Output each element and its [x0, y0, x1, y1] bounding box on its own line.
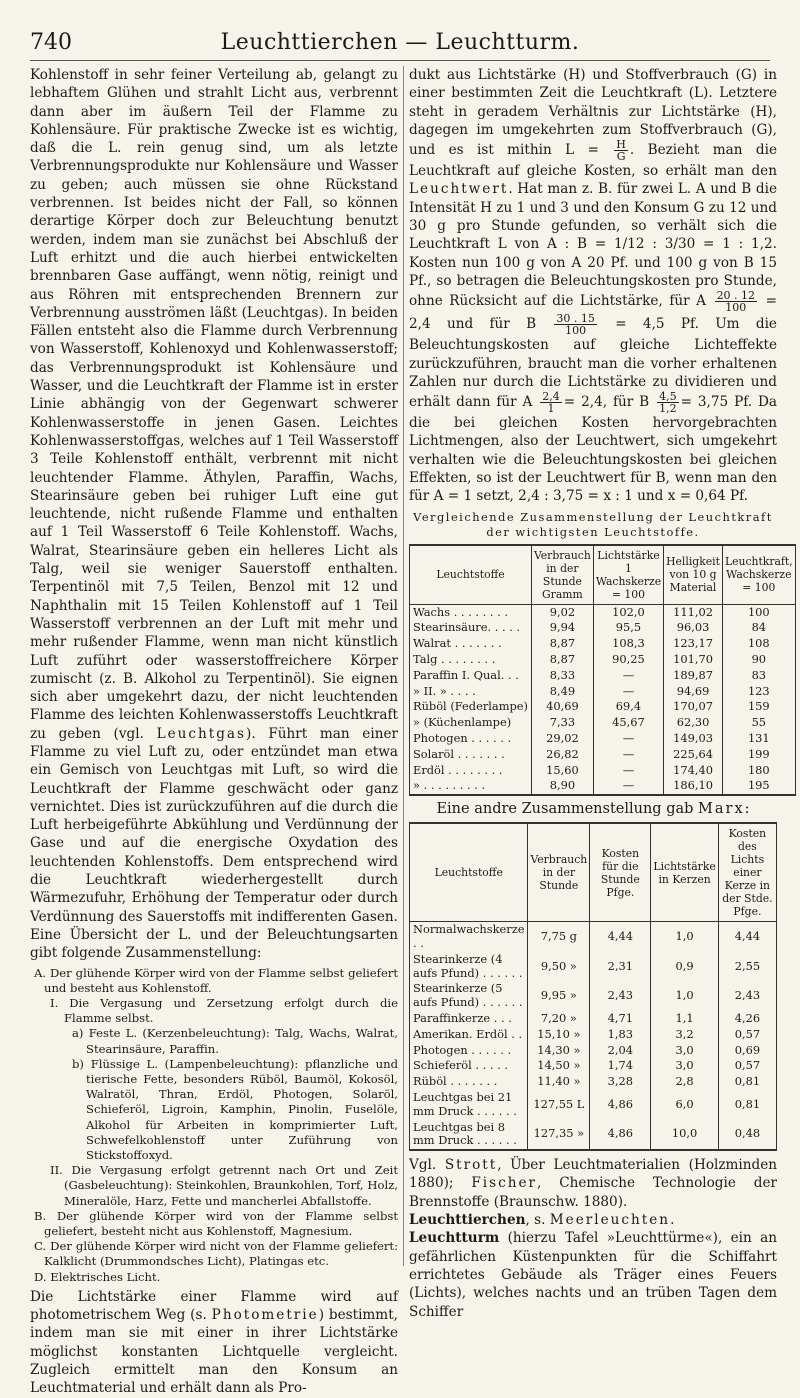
table-cell-label: » II. » . . . .	[410, 684, 532, 700]
fraction-numerator: 30 . 15	[556, 312, 595, 326]
table-cell-value: 2,31	[590, 952, 651, 982]
table-cell-value: 9,95 »	[528, 981, 590, 1011]
literature-reference	[409, 1156, 777, 1211]
fraction-denominator: G	[616, 150, 626, 164]
table-cell-value: 8,33	[531, 668, 593, 684]
column-divider	[403, 66, 404, 1266]
column-header: Verbrauch in der Stunde	[528, 823, 590, 922]
table-cell-value: 9,50 »	[528, 952, 590, 982]
fraction-numerator: H	[616, 138, 626, 152]
table-cell-value: 127,55 L	[528, 1090, 590, 1120]
table-cell-value: 8,49	[531, 684, 593, 700]
page-number: 740	[30, 30, 72, 55]
table-cell-value: 1,0	[651, 922, 718, 952]
paragraph-text: ). Führt man einer Flamme zu viel Luft zu, oder entzündet man etwa ein Gemisch von Leuchtgas mit Luft, so wird die Leuchtkraft der Flamme geschwächt oder ganz vernichtet. Dies ist zurückzuführen auf die durch die Luft herbeigeführte Abkühlung und Verdünnung der Gase und auf die energische Oxydation des leuchtenden Kohlenstoffs. Dem entsprechend wird die Leuchtkraft wiederhergestellt durch Wärmezufuhr, Erhöhung der Temperatur oder durch Verdünnung des Sauerstoffs mit indifferenten Gasen. Eine Übersicht der L. und der Beleuchtungsarten gibt folgende Zusammenstellung:	[30, 725, 399, 962]
cross-reference[interactable]: Leuchtgas	[156, 725, 247, 742]
table-cell-value: 7,75 g	[528, 922, 590, 952]
table-cell-value: 45,67	[593, 715, 663, 731]
table-cell-label: Leuchtgas bei 21 mm Druck . . . . . .	[410, 1090, 528, 1120]
table-cell-label: Schieferöl . . . . .	[410, 1058, 528, 1074]
column-header: Lichtstärke 1 Wachskerze = 100	[593, 545, 663, 605]
paragraph-light-sources	[30, 66, 398, 963]
table-cell-value: 225,64	[664, 747, 723, 763]
table-cell-value: 15,10 »	[528, 1027, 590, 1043]
paragraph-text: = 2,4, für B	[563, 394, 650, 411]
table-row	[410, 1090, 777, 1120]
author-name: Fischer	[471, 1175, 538, 1192]
column-header: Kosten des Lichts einer Kerze in der Stde. Pfge.	[718, 823, 776, 922]
table-cell-value: 4,86	[590, 1120, 651, 1151]
outline-item: B. Der glühende Körper wird von der Flamme selbst geliefert, besteht nicht aus Kohlenstoff, Magnesium.	[34, 1208, 398, 1238]
table-row	[410, 952, 777, 982]
table-cell-label: » . . . . . . . . .	[410, 778, 532, 795]
table-cell-value: 1,83	[590, 1027, 651, 1043]
table-cell-value: 3,0	[651, 1058, 718, 1074]
table-cell-value: 26,82	[531, 747, 593, 763]
table-cell-value: 1,74	[590, 1058, 651, 1074]
outline-item: A. Der glühende Körper wird von der Flamme selbst geliefert und besteht aus Kohlenstoff.	[34, 965, 398, 995]
table-cell-value: 4,71	[590, 1011, 651, 1027]
table-cell-value: —	[593, 668, 663, 684]
table-cell-label: Stearinkerze (5 aufs Pfund) . . . . . .	[410, 981, 528, 1011]
table-cell-value: 4,86	[590, 1090, 651, 1120]
table-row	[410, 620, 796, 636]
fraction	[715, 290, 757, 313]
table-cell-value: 9,94	[531, 620, 593, 636]
fraction	[554, 313, 596, 336]
table-row	[410, 922, 777, 952]
table-cell-value: 123,17	[664, 636, 723, 652]
table-cell-value: 3,2	[651, 1027, 718, 1043]
table-row	[410, 715, 796, 731]
table-row	[410, 763, 796, 779]
table-cell-value: 96,03	[664, 620, 723, 636]
outline-item: II. Die Vergasung erfolgt getrennt nach Ort und Zeit (Gasbeleuchtung): Steinkohlen, Braunkohlen, Torf, Holz, Mineralöle, Harz, Fette und mancherlei Abfallstoffe.	[50, 1163, 398, 1208]
table-cell-value: —	[593, 731, 663, 747]
entry-headword: Leuchttierchen	[409, 1212, 526, 1229]
table-cell-value: 2,8	[651, 1074, 718, 1090]
paragraph-text: = 3,75 Pf. Da die bei gleichen Kosten hervorgebrachten Lichtmengen, also der Leuchtwert, sich umgekehrt verhalten wie die Beleuchtungskosten bei gleichen Effekten, so ist der Leuchtwert für B, wenn man den für A = 1 setzt, 2,4 : 3,75 = x : 1 und x = 0,64 Pf.	[409, 394, 777, 505]
table-cell-value: 15,60	[531, 763, 593, 779]
table-header-row	[410, 823, 777, 922]
table-cell-label: » (Küchenlampe)	[410, 715, 532, 731]
table-cell-value: 102,0	[593, 604, 663, 620]
table-cell-value: 4,44	[718, 922, 776, 952]
outline-item: b) Flüssige L. (Lampenbeleuchtung): pflanzliche und tierische Fette, besonders Rüböl, Baumöl, Kokosöl, Walratöl, Thran, Erdöl, Photogen, Solaröl, Schieferöl, Ligroin, Kamphin, Pinolin, Fuselöle, Alkohol für Arbeiten in komprimierter Luft, Schwefelkohlenstoff unter Zuführung von Stickstoffoxyd.	[72, 1056, 398, 1162]
table-cell-value: 101,70	[664, 652, 723, 668]
table-cell-value: —	[593, 778, 663, 795]
table-cell-value: 2,04	[590, 1043, 651, 1059]
section-heading	[409, 799, 777, 819]
paragraph-text: Vgl.	[409, 1157, 437, 1174]
table-cell-value: 123	[722, 684, 795, 700]
fraction-denominator: 100	[565, 324, 587, 338]
table-header-row	[410, 545, 796, 605]
table-row	[410, 1011, 777, 1027]
table-cell-value: 189,87	[664, 668, 723, 684]
table-cell-value: 55	[722, 715, 795, 731]
column-header: Verbrauch in der Stunde Gramm	[531, 545, 593, 605]
cross-reference[interactable]: Photometrie	[211, 1307, 319, 1324]
author-name: Strott	[444, 1157, 498, 1174]
table-cell-value: —	[593, 763, 663, 779]
table-cell-value: 14,50 »	[528, 1058, 590, 1074]
table-cell-value: 0,48	[718, 1120, 776, 1151]
table-cell-value: 6,0	[651, 1090, 718, 1120]
paragraph-text: ) bestimmt, indem man sie mit einer in ihrer Lichtstärke möglichst konstanten Lichtquelle vergleicht. Zugleich ermittelt man den Konsum an Leuchtmaterial und erhält dann als Pro-	[30, 1307, 398, 1397]
table-cell-label: Walrat . . . . . . .	[410, 636, 532, 652]
fraction-numerator: 2,4	[542, 390, 560, 404]
table-cell-value: 1,0	[651, 981, 718, 1011]
table-row	[410, 1120, 777, 1151]
table-cell-label: Normalwachskerze . .	[410, 922, 528, 952]
term-emphasis: Leuchtwert	[409, 181, 509, 198]
table-cell-value: 195	[722, 778, 795, 795]
table-cell-label: Wachs . . . . . . . .	[410, 604, 532, 620]
table-cell-value: 90	[722, 652, 795, 668]
heading-text: Eine andre Zusammenstellung gab	[436, 801, 694, 818]
table-cell-value: 8,90	[531, 778, 593, 795]
table-cell-value: 9,02	[531, 604, 593, 620]
table-row	[410, 1027, 777, 1043]
table-cell-value: 127,35 »	[528, 1120, 590, 1151]
outline-item: I. Die Vergasung und Zersetzung erfolgt durch die Flamme selbst.	[50, 995, 398, 1026]
table-row	[410, 604, 796, 620]
table-cell-value: 3,0	[651, 1043, 718, 1059]
paragraph-text: . Bezieht man die Leuchtkraft auf gleiche Kosten, so erhält man den	[409, 142, 778, 180]
column-header: Leuchtkraft, Wachskerze = 100	[722, 545, 795, 605]
table-cell-value: 199	[722, 747, 795, 763]
fraction	[540, 391, 562, 414]
table-cell-value: 0,57	[718, 1058, 776, 1074]
running-title: Leuchttierchen — Leuchtturm.	[220, 30, 580, 55]
table-cell-value: 0,69	[718, 1043, 776, 1059]
table-row	[410, 1043, 777, 1059]
fraction	[614, 139, 628, 162]
table-cell-value: 83	[722, 668, 795, 684]
table-cell-value: 0,81	[718, 1090, 776, 1120]
table-cell-value: 159	[722, 699, 795, 715]
fraction-numerator: 4,5	[659, 390, 677, 404]
column-header: Leuchtstoffe	[410, 823, 528, 922]
table-cell-value: 0,9	[651, 952, 718, 982]
table-cell-value: 0,81	[718, 1074, 776, 1090]
paragraph-text: = 4,5 Pf. Um die Beleuchtungskosten auf gleiche Lichteffekte zurückzuführen, braucht man die vorher erhaltenen Zahlen nur durch die Lichtstärke zu dividieren und erhält dann für A	[409, 316, 777, 411]
table-cell-label: Stearinsäure. . . . .	[410, 620, 532, 636]
table-cell-label: Photogen . . . . . .	[410, 1043, 528, 1059]
cost-table	[409, 822, 777, 1151]
paragraph-text: , Chemische Technologie der Brennstoffe (Braunschw. 1880).	[409, 1175, 777, 1210]
table-cell-value: 108,3	[593, 636, 663, 652]
table-row	[410, 668, 796, 684]
table-cell-value: 108	[722, 636, 795, 652]
cross-reference[interactable]: Meerleuchten	[549, 1212, 671, 1229]
outline-item: D. Elektrisches Licht.	[34, 1269, 161, 1284]
outline-item: a) Feste L. (Kerzenbeleuchtung): Talg, Wachs, Walrat, Stearinsäure, Paraffin.	[72, 1026, 398, 1056]
table-cell-value: 3,28	[590, 1074, 651, 1090]
table-cell-value: 62,30	[664, 715, 723, 731]
paragraph-photometry	[30, 1288, 398, 1398]
entry-leuchtturm	[409, 1229, 777, 1320]
table-cell-value: 111,02	[664, 604, 723, 620]
fraction-denominator: 1	[547, 402, 555, 416]
table-cell-value: 7,20 »	[528, 1011, 590, 1027]
paragraph-text: .	[670, 1212, 675, 1229]
table-cell-value: 4,26	[718, 1011, 776, 1027]
page-header	[30, 30, 770, 61]
table-cell-value: 14,30 »	[528, 1043, 590, 1059]
table-cell-label: Stearinkerze (4 aufs Pfund) . . . . . .	[410, 952, 528, 982]
table-cell-value: 174,40	[664, 763, 723, 779]
table-cell-label: Rüböl . . . . . . .	[410, 1074, 528, 1090]
paragraph-text: . Hat man z. B. für zwei L. A und B die Intensität H zu 1 und 3 und den Konsum G zu 12 und 30 g pro Stunde gefunden, so verhält sich die Leuchtkraft L von A : B = 1/12 : 3/30 = 1 : 1,2. Kosten nun 100 g von A 20 Pf. und 100 g von B 15 Pf., so betragen die Beleuchtungskosten pro Stunde, ohne Rücksicht auf die Lichtstärke, für A	[409, 181, 777, 310]
table-cell-value: 95,5	[593, 620, 663, 636]
table-row	[410, 699, 796, 715]
paragraph-luminous-value	[409, 66, 777, 506]
paragraph-text: , Über Leuchtmaterialien (Holzminden 1880);	[409, 1157, 778, 1192]
table-caption-line: der wichtigsten Leuchtstoffe.	[486, 524, 700, 539]
table-cell-value: 8,87	[531, 636, 593, 652]
table-cell-value: 11,40 »	[528, 1074, 590, 1090]
table-caption-line: Vergleichende Zusammenstellung der Leuchtkraft	[413, 509, 773, 524]
table-row	[410, 684, 796, 700]
table-row	[410, 731, 796, 747]
table-cell-label: Solaröl . . . . . . .	[410, 747, 532, 763]
table-row	[410, 981, 777, 1011]
column-header: Kosten für die Stunde Pfge.	[590, 823, 651, 922]
table-row	[410, 1058, 777, 1074]
table-cell-value: 29,02	[531, 731, 593, 747]
paragraph-text: , s.	[525, 1212, 546, 1229]
table-cell-value: 8,87	[531, 652, 593, 668]
table-cell-value: 2,43	[590, 981, 651, 1011]
table-cell-value: 40,69	[531, 699, 593, 715]
table-cell-value: 1,1	[651, 1011, 718, 1027]
table-cell-value: 131	[722, 731, 795, 747]
table-cell-label: Paraffinkerze . . .	[410, 1011, 528, 1027]
table-row	[410, 636, 796, 652]
table-cell-value: 69,4	[593, 699, 663, 715]
column-header: Helligkeit von 10 g Material	[664, 545, 723, 605]
table-row	[410, 652, 796, 668]
column-header: Lichtstärke in Kerzen	[651, 823, 718, 922]
left-column	[30, 66, 398, 1398]
table-cell-value: 170,07	[664, 699, 723, 715]
fraction	[657, 391, 679, 414]
table-cell-value: 2,43	[718, 981, 776, 1011]
column-header: Leuchtstoffe	[410, 545, 532, 605]
right-column	[409, 66, 793, 1321]
paragraph-text: (hierzu Tafel »Leuchttürme«), ein an gefährlichen Küstenpunkten für die Schiffahrt errichtetes Gebäude als Träger eines Feuers (Lichts), welches nachts und an trüben Tagen dem Schiffer	[409, 1230, 777, 1320]
table-cell-label: Amerikan. Erdöl . .	[410, 1027, 528, 1043]
table-cell-value: 100	[722, 604, 795, 620]
fraction-denominator: 1,2	[659, 402, 677, 416]
table-cell-label: Leuchtgas bei 8 mm Druck . . . . . .	[410, 1120, 528, 1151]
table-cell-value: —	[593, 747, 663, 763]
author-name: Marx	[698, 801, 745, 818]
heading-text: :	[744, 801, 750, 818]
paragraph-text: Kohlenstoff in sehr feiner Verteilung ab, gelangt zu lebhaftem Glühen und strahlt Licht aus, verbrennt dann aber im äußern Teil der Flamme zu Kohlensäure. Für praktische Zwecke ist es wichtig, daß die L. rein genug sind, um als letzte Verbrennungsprodukte nur Kohlensäure und Wasser zu geben; auch müssen sie ohne Rückstand verbrennen. Ist beides nicht der Fall, so können derartige Körper doch zur Beleuchtung benutzt werden, indem man sie zunächst bei Abschluß der Luft erhitzt und die auch hierbei entwickelten brennbaren Gase auffängt, wenn nötig, reinigt und aus Röhren mit entsprechenden Brennern zur Verbrennung ausströmen läßt (Leuchtgas). In beiden Fällen entsteht also die Flamme durch Verbrennung von Wasserstoff, Kohlenoxyd und Kohlenwasserstoff; das Verbrennungsprodukt ist Kohlensäure und Wasser, und die Leuchtkraft der Flamme ist in erster Linie abhängig von der Gegenwart schwerer Kohlenwasserstoffe in jenen Gasen. Leichtes Kohlenwasserstoffgas, welches auf 1 Teil Wasserstoff 3 Teile Kohlenstoff enthält, verbrennt mit nicht leuchtender Flamme. Äthylen, Paraffin, Wachs, Stearinsäure geben bei ruhiger Luft eine gut leuchtende, nicht rußende Flamme und enthalten auf 1 Teil Wasserstoff 6 Teile Kohlenstoff. Wachs, Walrat, Stearinsäure geben ein helleres Licht als Talg, weil sie weniger Sauerstoff enthalten. Terpentinöl mit 7,5 Teilen, Benzol mit 12 und Naphthalin mit 15 Teilen Kohlenstoff auf 1 Teil Wasserstoff verbrennen an der Luft mit mehr und mehr rußender Flamme, wenn man nicht künstlich Luft zuführt oder wasserstoffreichere Körper zumischt (z. B. Alkohol zu Terpentinöl). Sie eignen sich aber umgekehrt dazu, der nicht leuchtenden Flamme des leichten Kohlenwasserstoffs Leuchtkraft zu geben (vgl.	[30, 67, 398, 742]
table-cell-value: 186,10	[664, 778, 723, 795]
table-caption	[409, 510, 777, 540]
paragraph-text: dukt aus Lichtstärke (H) und Stoffverbrauch (G) in einer bestimmten Zeit die Leuchtkraft (L). Letztere steht in geradem Verhältnis zur Lichtstärke (H), dagegen im umgekehrten zum Stoffverbrauch (G), und es ist mithin L =	[409, 67, 777, 159]
table-cell-label: Paraffin I. Qual. . .	[410, 668, 532, 684]
table-cell-value: 90,25	[593, 652, 663, 668]
entry-headword: Leuchtturm	[409, 1230, 500, 1247]
table-row	[410, 778, 796, 795]
table-cell-value: 4,44	[590, 922, 651, 952]
table-cell-label: Talg . . . . . . . .	[410, 652, 532, 668]
table-cell-label: Photogen . . . . . .	[410, 731, 532, 747]
outline-item: C. Der glühende Körper wird nicht von der Flamme geliefert: Kalklicht (Drummondsches Licht), Platingas etc.	[34, 1239, 398, 1269]
entry-leuchttierchen	[409, 1211, 777, 1229]
table-cell-value: 84	[722, 620, 795, 636]
table-cell-value: 94,69	[664, 684, 723, 700]
table-row	[410, 747, 796, 763]
classification-outline	[30, 966, 398, 1285]
table-cell-value: 0,57	[718, 1027, 776, 1043]
table-row	[410, 1074, 777, 1090]
table-cell-label: Erdöl . . . . . . . .	[410, 763, 532, 779]
paragraph-text: Die Lichtstärke einer Flamme wird auf photometrischem Weg (s.	[30, 1288, 398, 1324]
fraction-numerator: 20 . 12	[716, 289, 756, 303]
table-cell-value: 2,55	[718, 952, 776, 982]
fraction-denominator: 100	[725, 301, 747, 315]
table-cell-value: 7,33	[531, 715, 593, 731]
table-cell-value: —	[593, 684, 663, 700]
table-cell-value: 149,03	[664, 731, 723, 747]
table-cell-value: 10,0	[651, 1120, 718, 1151]
table-cell-value: 180	[722, 763, 795, 779]
table-cell-label: Rüböl (Federlampe)	[410, 699, 532, 715]
luminosity-table	[409, 544, 796, 797]
paragraph-text: = 2,4 und für B	[409, 293, 777, 333]
